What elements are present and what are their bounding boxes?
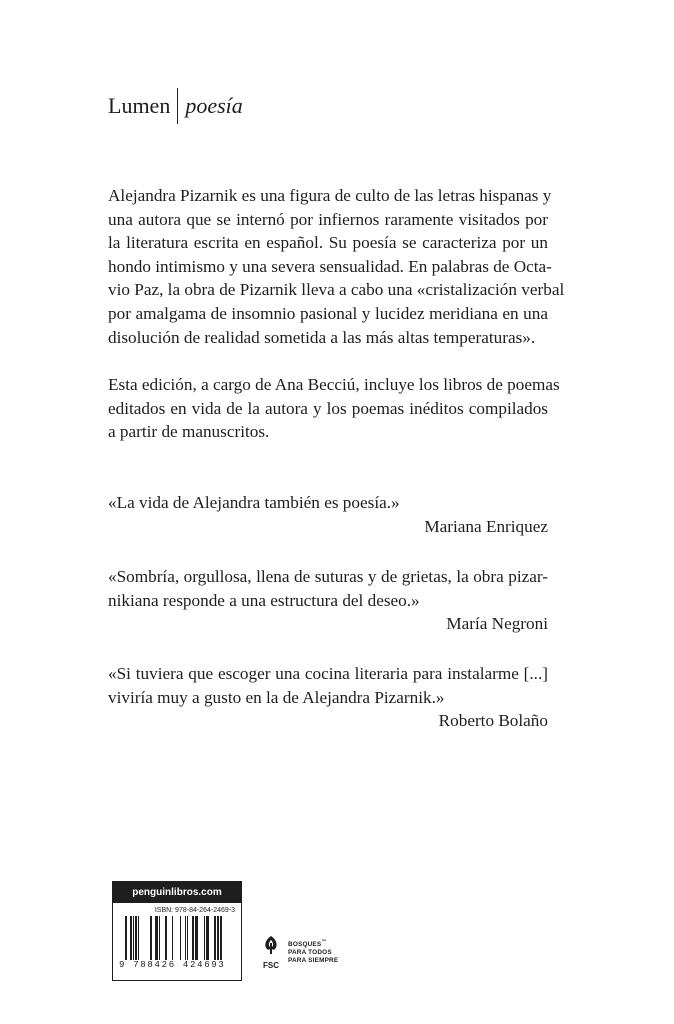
barcode-bar: [214, 916, 216, 960]
barcode-bar: [192, 916, 194, 960]
quote-negroni: [108, 565, 548, 636]
blurb-line: hondo intimismo y una severa sensualidad. En palabras de Octa-: [108, 256, 552, 276]
barcode-bar: [220, 916, 222, 960]
fsc-line: PARA SIEMPRE: [288, 957, 339, 965]
fsc-line: BOSQUES: [288, 941, 322, 949]
barcode-bar: [159, 916, 160, 960]
quote-text: nikiana responde a una estructura del deseo.»: [108, 590, 420, 610]
barcode-bar: [138, 916, 139, 960]
blurb-line: la literatura escrita en español. Su poesía se caracteriza por un: [108, 233, 548, 253]
barcode-panel: [112, 881, 242, 981]
quote-text: viviría muy a gusto en la de Alejandra Pizarnik.»: [108, 687, 445, 707]
barcode-bar: [125, 916, 127, 960]
barcode-bar: [133, 916, 134, 960]
fsc-label: FSC: [263, 961, 279, 970]
quote-bolano: [108, 662, 548, 733]
blurb-line: a partir de manuscritos.: [108, 422, 270, 442]
quote-author: María Negroni: [446, 614, 548, 634]
blurb-line: por amalgama de insomnio pasional y lucidez meridiana en una: [108, 303, 548, 323]
blurb-line: editados en vida de la autora y los poemas inéditos compilados: [108, 398, 548, 418]
barcode-bar: [180, 916, 181, 960]
quote-text: «Sombría, orgullosa, llena de suturas y de grietas, la obra pizar-: [108, 567, 548, 586]
blurb-line: disolución de realidad sometida a las más altas temperaturas».: [108, 327, 536, 347]
blurb-line: vio Paz, la obra de Pizarnik lleva a cabo una «cristalización verbal: [108, 280, 565, 300]
barcode-bar: [172, 916, 173, 960]
website-label: penguinlibros.com: [113, 882, 241, 903]
blurb-paragraph-1: [108, 184, 565, 349]
quote-enriquez: [108, 491, 548, 538]
barcode-bars: [119, 916, 235, 962]
barcode-bar: [130, 916, 132, 960]
barcode-bar: [187, 916, 188, 960]
fsc-line: PARA TODOS: [288, 949, 332, 957]
series-name: poesía: [185, 93, 243, 118]
blurb-paragraph-2: [108, 373, 560, 444]
barcode-digits: 9 788426 424693: [119, 960, 226, 970]
barcode-bar: [150, 916, 152, 960]
fsc-text: [288, 938, 338, 965]
blurb-line: una autora que se internó por infiernos raramente visitados por: [108, 209, 548, 229]
publisher-logo: [108, 88, 243, 124]
imprint-name: Lumen: [108, 93, 171, 118]
barcode-bar: [217, 916, 219, 960]
quote-author: Mariana Enriquez: [424, 516, 548, 536]
fsc-trademark: ™: [321, 939, 327, 945]
quote-text: «Si tuviera que escoger una cocina literaria para instalarme [...]: [108, 664, 548, 683]
barcode-bar: [195, 916, 198, 960]
barcode-bar: [206, 916, 209, 960]
isbn-label: ISBN: 978-84-264-2469-3: [154, 907, 235, 914]
barcode-bar: [135, 916, 137, 960]
blurb-line: Alejandra Pizarnik es una figura de culto de las letras hispanas y: [108, 186, 552, 205]
fsc-certification: [258, 934, 338, 970]
logo-divider: [177, 88, 178, 124]
blurb-line: Esta edición, a cargo de Ana Becciú, incluye los libros de poemas: [108, 375, 560, 394]
fsc-tree-icon: [260, 934, 282, 956]
barcode-bar: [185, 916, 186, 960]
quote-text: «La vida de Alejandra también es poesía.»: [108, 493, 400, 512]
quote-author: Roberto Bolaño: [438, 711, 548, 731]
barcode-bar: [155, 916, 158, 960]
barcode-bar: [165, 916, 167, 960]
barcode-bar: [204, 916, 205, 960]
